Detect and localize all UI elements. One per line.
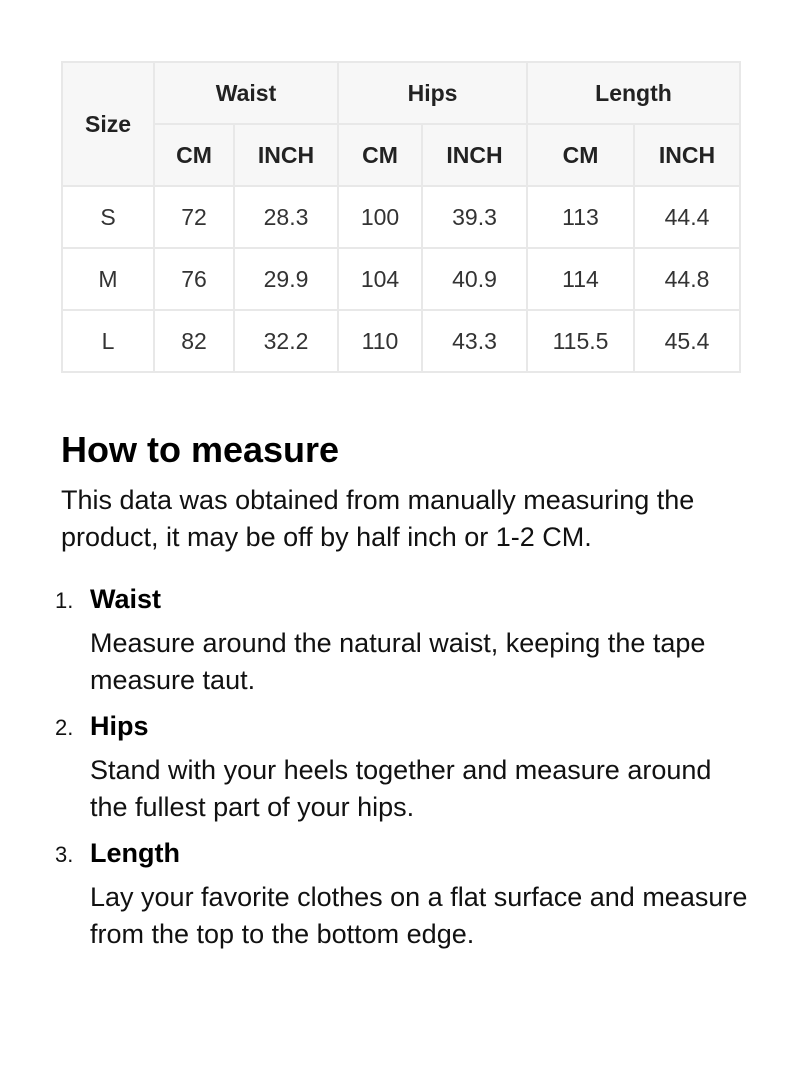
step-description: Lay your favorite clothes on a flat surface and measure from the top to the bottom edge. — [90, 882, 748, 949]
hips-inch-cell: 40.9 — [422, 248, 527, 310]
table-row — [62, 310, 740, 372]
length-cm-cell: 115.5 — [527, 310, 634, 372]
length-cm-cell: 113 — [527, 186, 634, 248]
table-row — [62, 248, 740, 310]
length-cm-cell: 114 — [527, 248, 634, 310]
length-cm-header: CM — [527, 124, 634, 186]
list-item — [55, 582, 751, 699]
measure-steps-list — [55, 582, 751, 953]
list-item — [55, 836, 751, 953]
how-to-measure-section — [55, 428, 751, 963]
hips-cm-cell: 104 — [338, 248, 422, 310]
step-description: Stand with your heels together and measure around the fullest part of your hips. — [90, 755, 712, 822]
step-title: Waist — [90, 584, 162, 614]
step-number: 3. — [55, 842, 74, 867]
intro-text: This data was obtained from manually measuring the product, it may be off by half inch or 1-2 CM. — [61, 485, 695, 552]
length-inch-cell: 44.4 — [634, 186, 740, 248]
step-description: Measure around the natural waist, keeping the tape measure taut. — [90, 628, 706, 695]
waist-inch-cell: 28.3 — [234, 186, 338, 248]
table-header-row — [62, 62, 740, 124]
table-row — [62, 186, 740, 248]
step-number: 1. — [55, 588, 74, 613]
size-chart-table — [61, 61, 741, 373]
length-inch-cell: 45.4 — [634, 310, 740, 372]
size-cell: L — [62, 310, 154, 372]
size-cell: M — [62, 248, 154, 310]
table-unit-row — [62, 124, 740, 186]
waist-cm-header: CM — [154, 124, 234, 186]
step-title: Hips — [90, 711, 149, 741]
hips-cm-cell: 110 — [338, 310, 422, 372]
hips-inch-cell: 39.3 — [422, 186, 527, 248]
waist-cm-cell: 76 — [154, 248, 234, 310]
size-cell: S — [62, 186, 154, 248]
waist-inch-header: INCH — [234, 124, 338, 186]
length-group-header: Length — [527, 62, 740, 124]
waist-group-header: Waist — [154, 62, 338, 124]
size-column-header: Size — [62, 62, 154, 186]
hips-inch-header: INCH — [422, 124, 527, 186]
length-inch-cell: 44.8 — [634, 248, 740, 310]
waist-cm-cell: 72 — [154, 186, 234, 248]
length-inch-header: INCH — [634, 124, 740, 186]
waist-cm-cell: 82 — [154, 310, 234, 372]
hips-inch-cell: 43.3 — [422, 310, 527, 372]
hips-cm-cell: 100 — [338, 186, 422, 248]
section-title: How to measure — [61, 429, 340, 470]
step-title: Length — [90, 838, 180, 868]
waist-inch-cell: 29.9 — [234, 248, 338, 310]
hips-group-header: Hips — [338, 62, 527, 124]
step-number: 2. — [55, 715, 74, 740]
hips-cm-header: CM — [338, 124, 422, 186]
waist-inch-cell: 32.2 — [234, 310, 338, 372]
list-item — [55, 709, 751, 826]
